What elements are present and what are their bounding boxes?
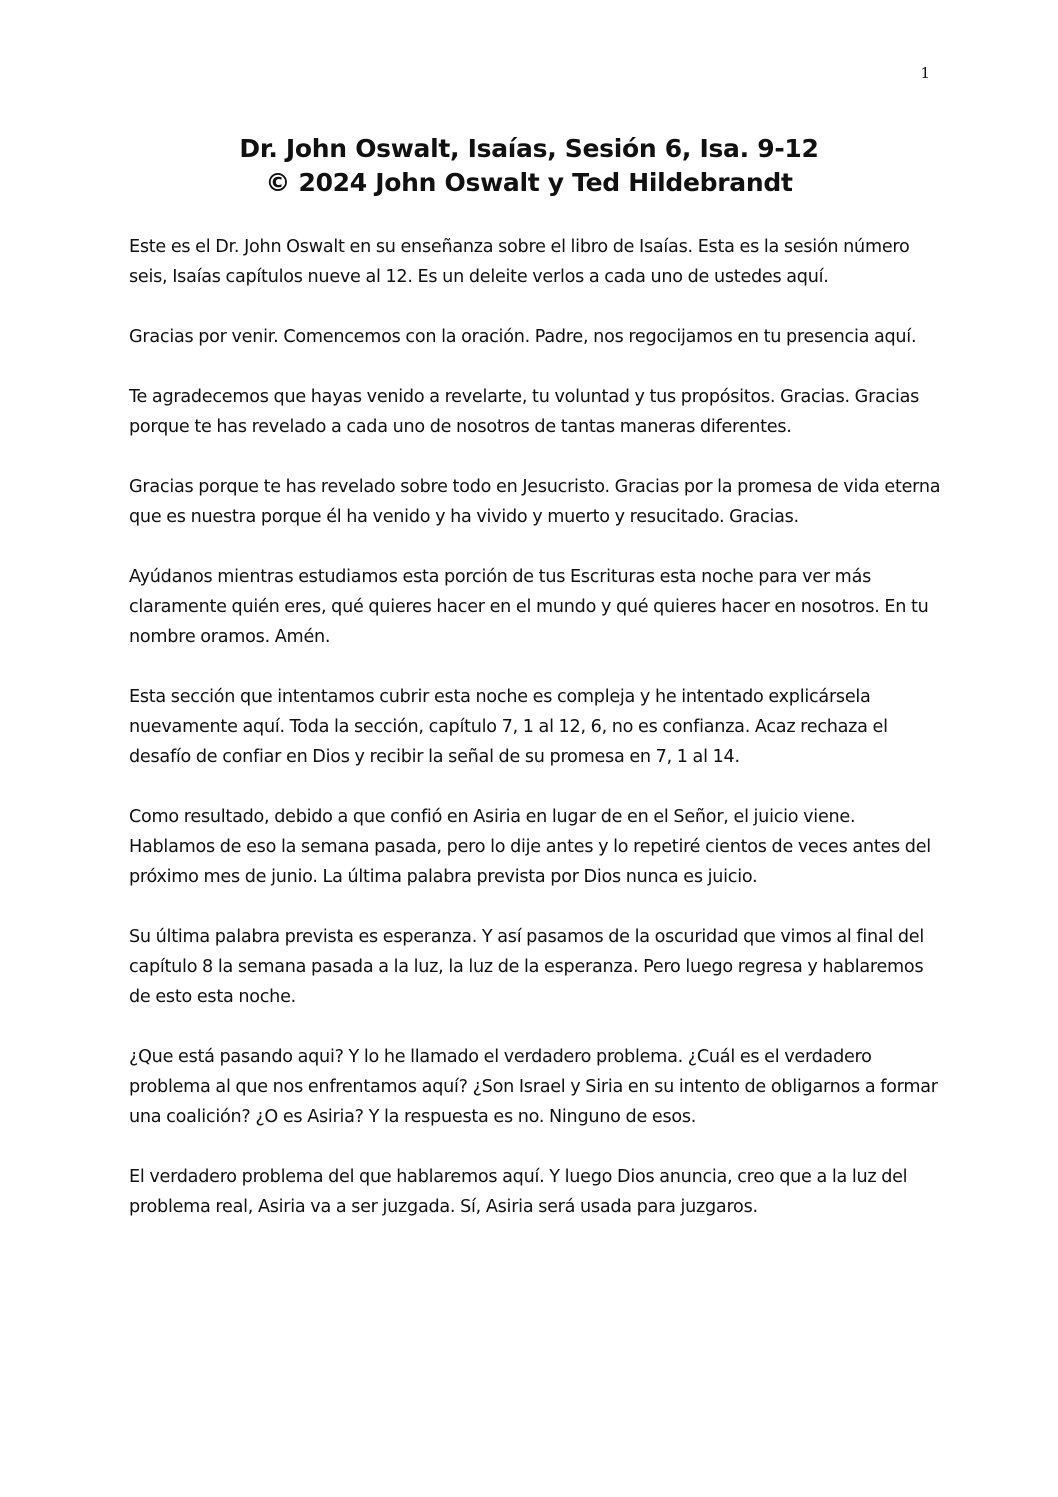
title-line-1: Dr. John Oswalt, Isaías, Sesión 6, Isa. 9-12 <box>239 134 819 163</box>
paragraph-1: Este es el Dr. John Oswalt en su enseñanza sobre el libro de Isaías. Esta es la sesión número seis, Isaías capítulos nueve al 12. Es un deleite verlos a cada uno de ustedes aquí. <box>129 237 910 287</box>
paragraph-3: Te agradecemos que hayas venido a revelarte, tu voluntad y tus propósitos. Gracias. Gracias porque te has revelado a cada uno de nosotros de tantas maneras diferentes. <box>129 387 920 437</box>
paragraph-5: Ayúdanos mientras estudiamos esta porción de tus Escrituras esta noche para ver más claramente quién eres, qué quieres hacer en el mundo y qué quieres hacer en nosotros. En tu nombre oramos. Amén. <box>129 567 929 647</box>
paragraph-6: Esta sección que intentamos cubrir esta noche es compleja y he intentado explicársela nuevamente aquí. Toda la sección, capítulo 7, 1 al 12, 6, no es confianza. Acaz rechaza el desafío de confiar en Dios y recibir la señal de su promesa en 7, 1 al 14. <box>129 687 888 767</box>
paragraph-2: Gracias por venir. Comencemos con la oración. Padre, nos regocijamos en tu presencia aquí. <box>129 327 917 347</box>
paragraph-4: Gracias porque te has revelado sobre todo en Jesucristo. Gracias por la promesa de vida eterna que es nuestra porque él ha venido y ha vivido y muerto y resucitado. Gracias. <box>129 477 941 527</box>
title-line-2: © 2024 John Oswalt y Ted Hildebrandt <box>265 168 793 197</box>
document-body <box>129 232 944 1252</box>
paragraph-7: Como resultado, debido a que confió en Asiria en lugar de en el Señor, el juicio viene. Hablamos de eso la semana pasada, pero lo dije antes y lo repetiré cientos de veces antes del próximo mes de junio. La última palabra prevista por Dios nunca es juicio. <box>129 807 931 887</box>
paragraph-9: ¿Que está pasando aqui? Y lo he llamado el verdadero problema. ¿Cuál es el verdadero problema al que nos enfrentamos aquí? ¿Son Israel y Siria en su intento de obligarnos a formar una coalición? ¿O es Asiria? Y la respuesta es no. Ninguno de esos. <box>129 1047 938 1127</box>
document-title <box>0 132 1058 200</box>
page-number: 1 <box>920 64 930 82</box>
paragraph-10: El verdadero problema del que hablaremos aquí. Y luego Dios anuncia, creo que a la luz del problema real, Asiria va a ser juzgada. Sí, Asiria será usada para juzgaros. <box>129 1167 908 1217</box>
paragraph-8: Su última palabra prevista es esperanza. Y así pasamos de la oscuridad que vimos al final del capítulo 8 la semana pasada a la luz, la luz de la esperanza. Pero luego regresa y hablaremos de esto esta noche. <box>129 927 924 1007</box>
